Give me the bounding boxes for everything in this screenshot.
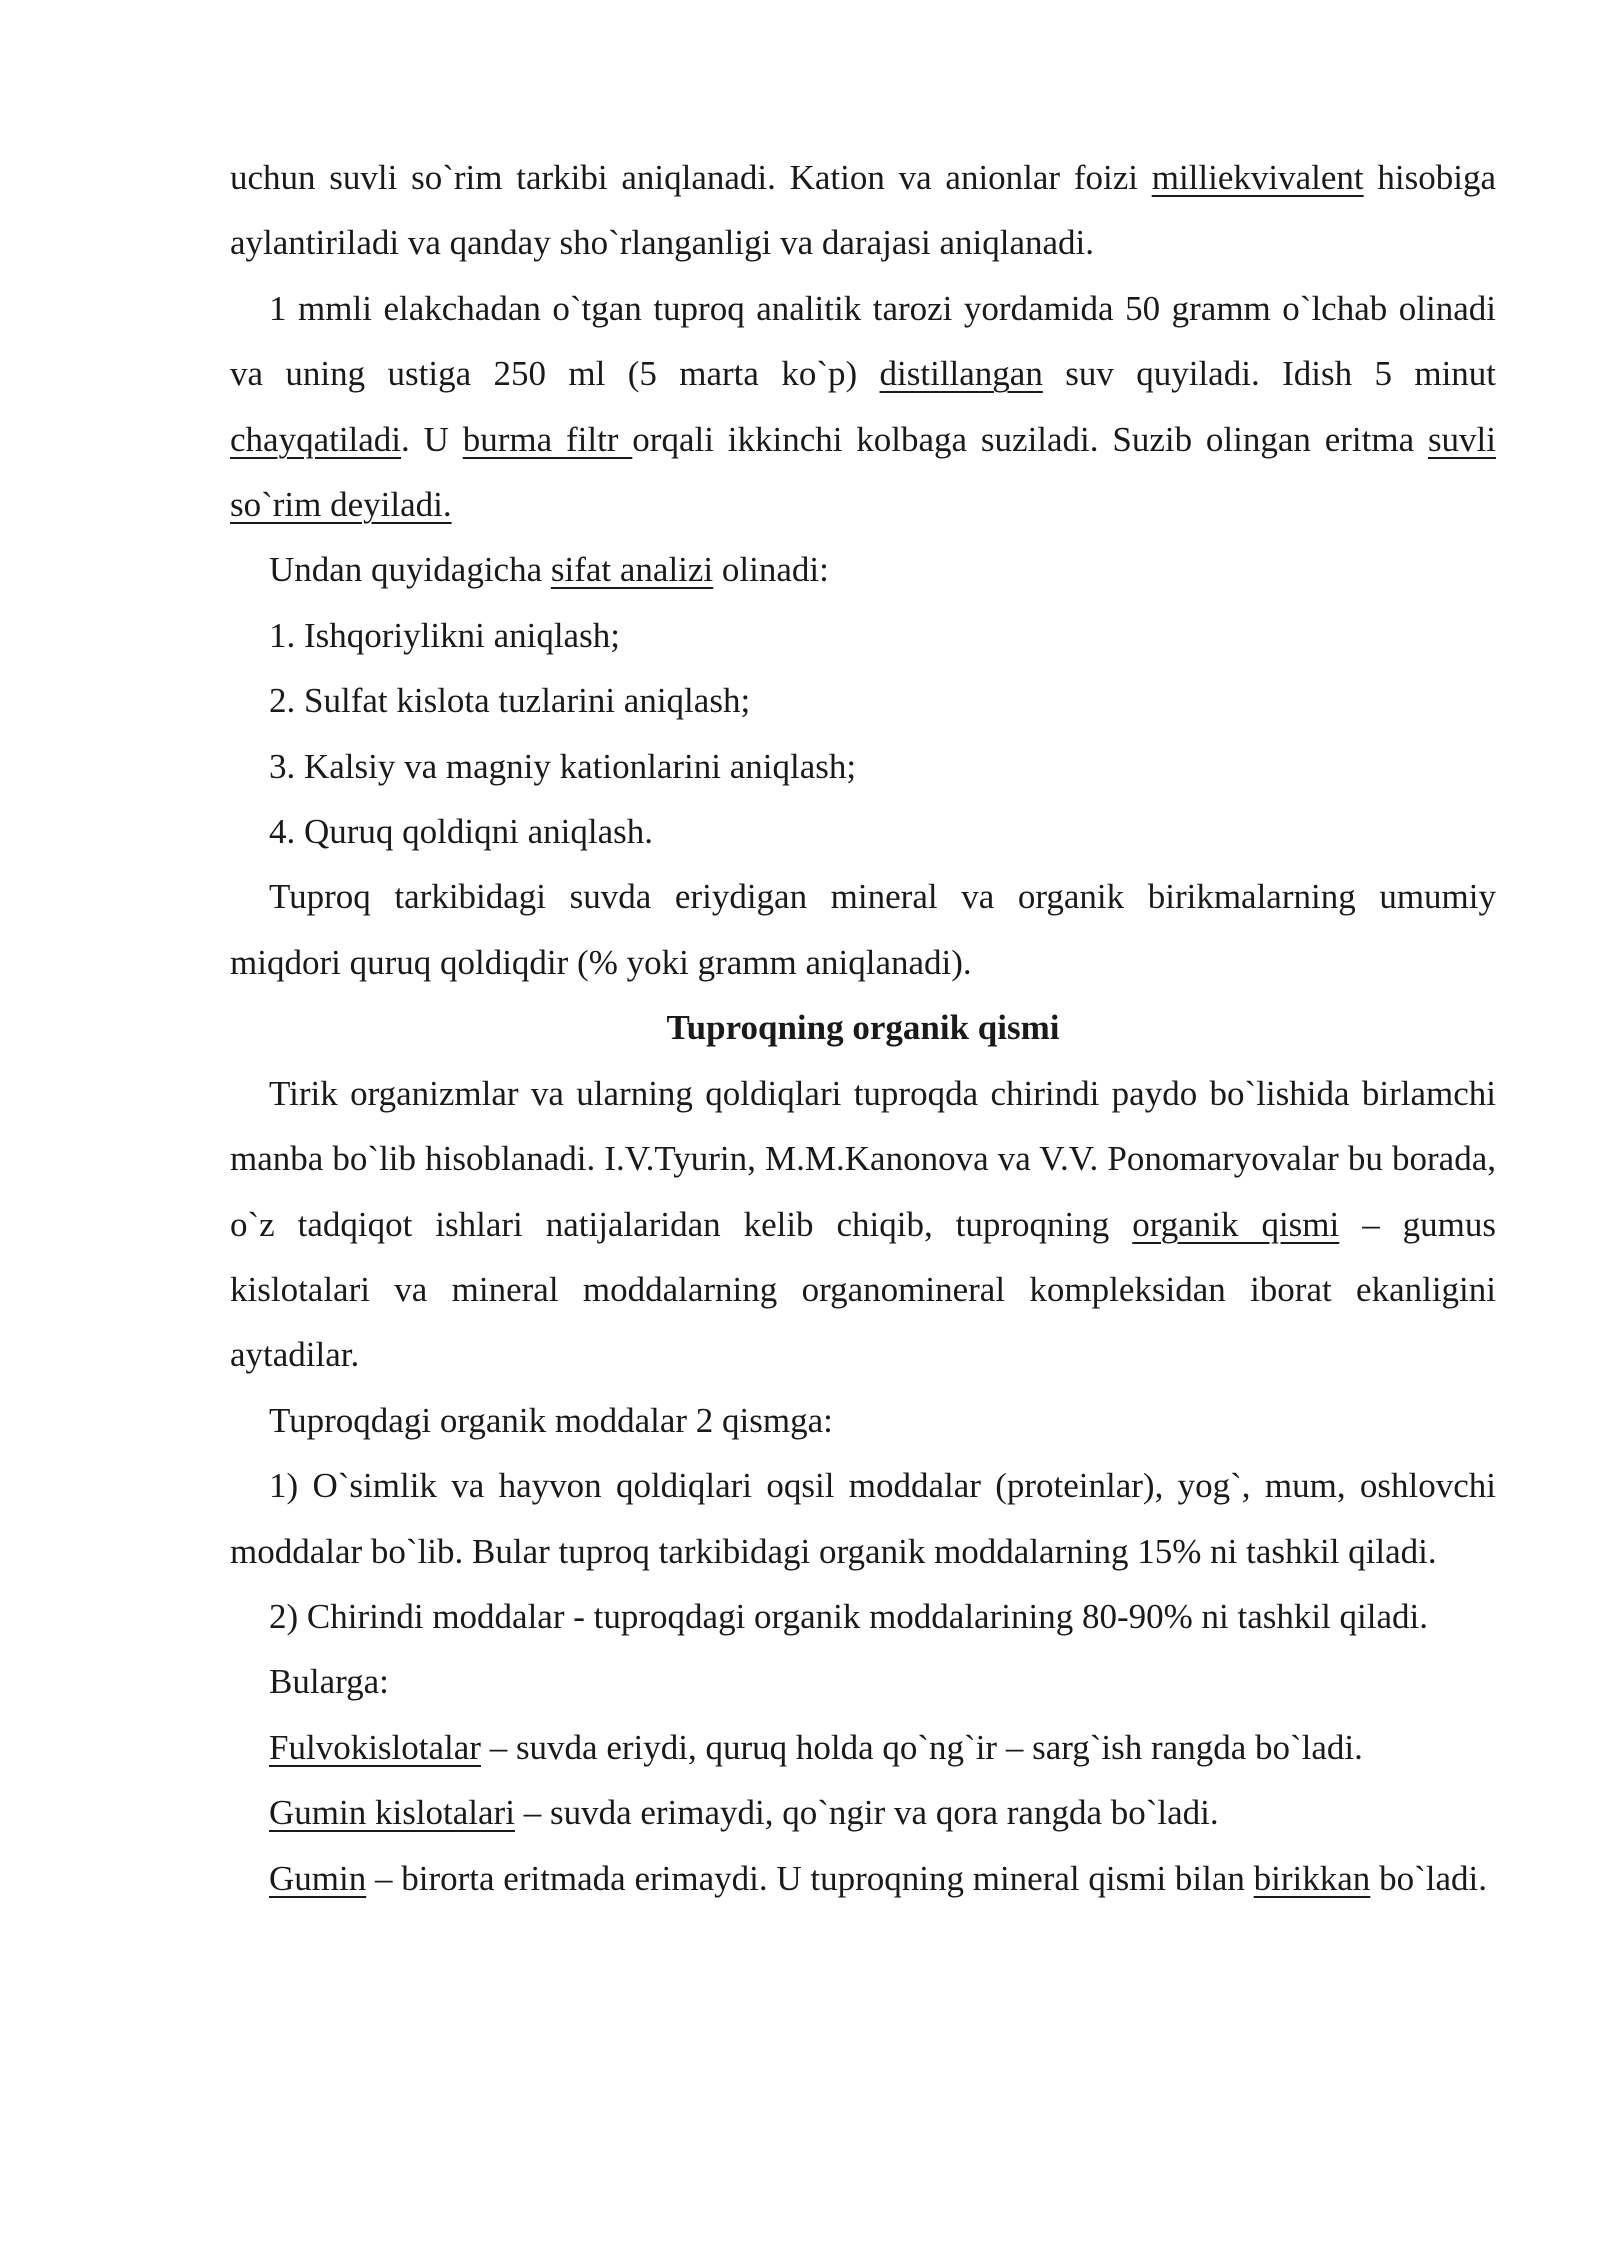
paragraph-quality-analysis xyxy=(230,537,1496,602)
text-run: 1 mmli elakchadan o`tgan tuproq analitik tarozi yordamida 50 gramm o`lchab olinadi va uning ustiga 250 ml (5 marta ko`p) xyxy=(230,288,1496,394)
text-run: hisobiga aylantiriladi va qanday sho`rlanganligi va darajasi aniqlanadi. xyxy=(230,158,1496,263)
paragraph-dry-residue: Tuproq tarkibidagi suvda eriydigan mineral va organik birikmalarning umumiy miqdori quruq qoldiqdir (% yoki gramm aniqlanadi). xyxy=(230,877,1496,982)
text-run: olinadi: xyxy=(713,550,829,590)
underlined-term-milliekvivalent: milliekvivalent xyxy=(1151,158,1364,197)
paragraph-bularga: Bularga: xyxy=(269,1662,389,1702)
document-page xyxy=(230,145,1496,1911)
paragraph-gumin xyxy=(230,1846,1496,1911)
text-run: suv quyiladi. Idish 5 minut xyxy=(1042,354,1497,394)
paragraph-organic-parts: Tuproqdagi organik moddalar 2 qismga: xyxy=(269,1400,833,1440)
text-run: – suvda erimaydi, qo`ngir va qora rangda bo`ladi. xyxy=(514,1793,1219,1833)
paragraph-gumin-kislotalari xyxy=(230,1780,1496,1845)
underlined-term-gumin: Gumin xyxy=(269,1858,367,1898)
underlined-term-chayqatiladi: chayqatiladi xyxy=(230,419,402,459)
paragraph-part-1: 1) O`simlik va hayvon qoldiqlari oqsil moddalar (proteinlar), yog`, mum, oshlovchi moddalar bo`lib. Bular tuproq tarkibidagi organik moddalarning 15% ni tashkil qiladi. xyxy=(230,1466,1496,1571)
list-item-2: 2. Sulfat kislota tuzlarini aniqlash; xyxy=(269,681,751,721)
text-run: Tirik organizmlar va ularning qoldiqlari tuproqda chirindi paydo bo`lishida birlamchi manba bo`lib hisoblanadi. I.V.Tyurin, M.M.Kanonova va V.V. Ponomaryovalar bu borada, o`z tadqiqot ishlari natijalaridan kelib chiqib, tuproqning xyxy=(230,1073,1496,1244)
underlined-term-sifat-analizi: sifat analizi xyxy=(550,550,714,590)
paragraph-part-2: 2) Chirindi moddalar - tuproqdagi organik moddalarining 80-90% ni tashkil qiladi. xyxy=(269,1596,1429,1636)
list-item-4: 4. Quruq qoldiqni aniqlash. xyxy=(269,812,653,852)
text-run: – suvda eriydi, quruq holda qo`ng`ir – sarg`ish rangda bo`ladi. xyxy=(480,1727,1363,1767)
underlined-term-birikkan: birikkan xyxy=(1253,1858,1371,1898)
list-item-1: 1. Ishqoriylikni aniqlash; xyxy=(269,615,620,655)
underlined-term-gumin-kislotalari: Gumin kislotalari xyxy=(269,1793,515,1833)
underlined-term-burma-filtr: burma filtr xyxy=(462,419,633,459)
paragraph-fulvokislotalar xyxy=(230,1715,1496,1780)
text-run: bo`ladi. xyxy=(1370,1858,1487,1898)
list-item-3: 3. Kalsiy va magniy kationlarini aniqlash; xyxy=(269,746,857,786)
text-run: . U xyxy=(401,419,463,459)
underlined-term-suvli-sorim: suvli so`rim deyiladi. xyxy=(230,419,1497,525)
underlined-term-distillangan: distillangan xyxy=(879,354,1043,394)
underlined-term-organik-qismi: organik qismi xyxy=(1132,1204,1340,1244)
paragraph-water-extract-result xyxy=(230,145,1496,276)
paragraph-sample-preparation xyxy=(230,276,1496,538)
text-run: Undan quyidagicha xyxy=(269,550,551,590)
section-heading: Tuproqning organik qismi xyxy=(666,1008,1060,1048)
text-run: uchun suvli so`rim tarkibi aniqlanadi. Kation va anionlar foizi xyxy=(230,158,1152,197)
text-run: orqali ikkinchi kolbaga suziladi. Suzib olingan eritma xyxy=(632,419,1428,459)
text-run: – birorta eritmada erimaydi. U tuproqning mineral qismi bilan xyxy=(366,1858,1254,1898)
paragraph-organic-origin xyxy=(230,1061,1496,1388)
underlined-term-fulvokislotalar: Fulvokislotalar xyxy=(269,1727,481,1767)
text-run: – gumus kislotalari va mineral moddalarning organomineral kompleksidan iborat ekanligini aytadilar. xyxy=(230,1204,1496,1375)
